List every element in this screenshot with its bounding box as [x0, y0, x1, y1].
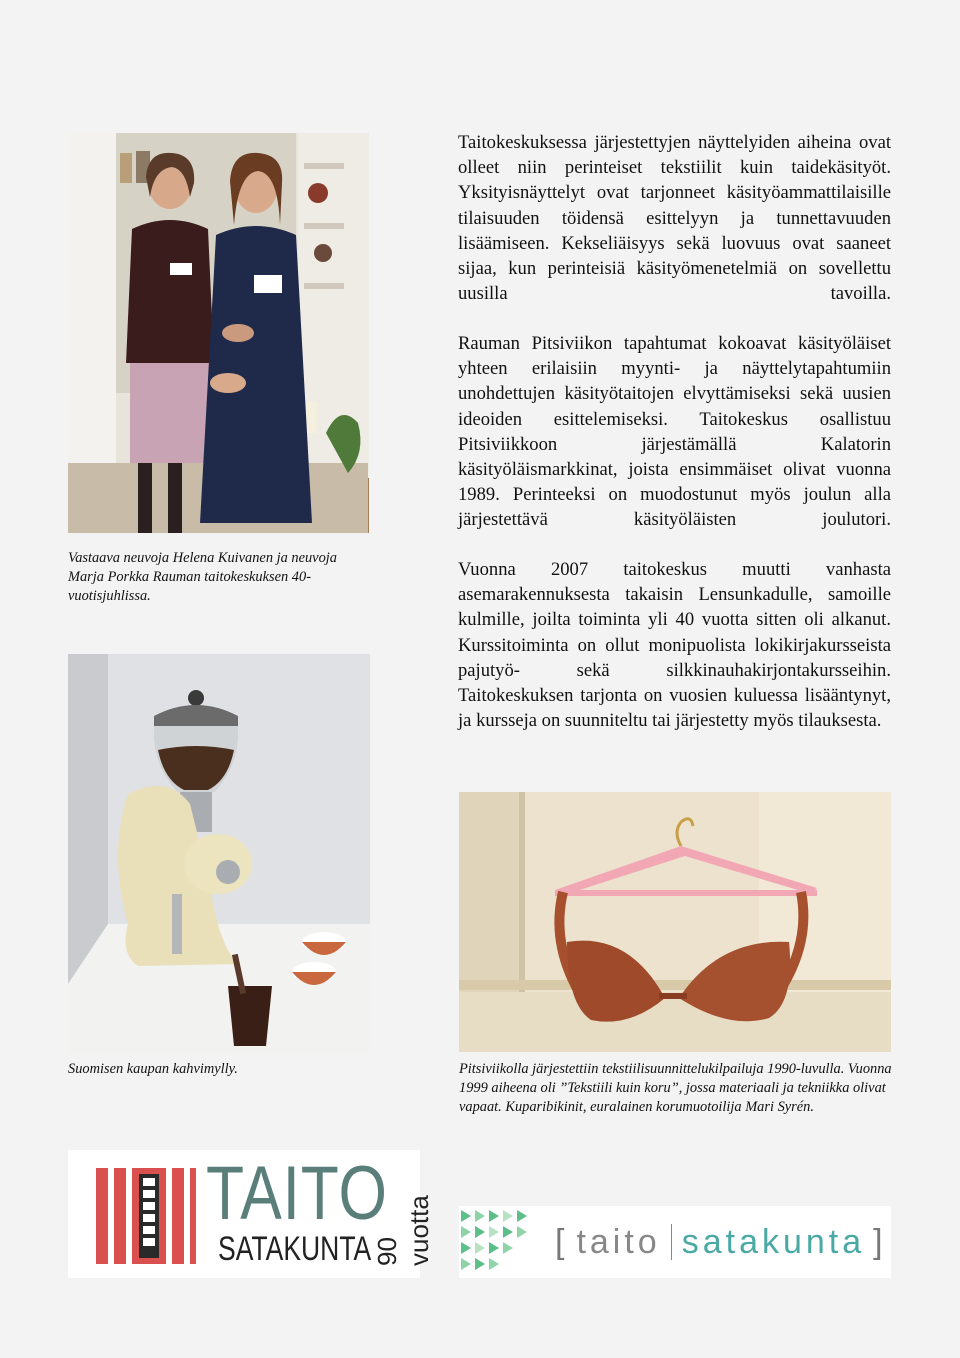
caption-bikini: Pitsiviikolla järjestettiin tekstiilisuunnittelukilpailuja 1990-luvulla. Vuonna 1999 aiheena oli ”Tekstiili kuin koru”, jossa materiaali ja tekniikka olivat vapaat. Kuparibikinit, euralainen korumuotoilija Mari Syrén.	[459, 1061, 892, 1115]
paragraph-exhibitions: Taitokeskuksessa järjestettyjen näyttelyiden aiheina ovat olleet niin perinteiset tekstiilit kuin taidekäsityöt. Yksityisnäyttelyt ovat tarjonneet käsityöammattilaisille tilaisuuden töidensä esittelyyn ja tunnettavuuden lisäämiseen. Kekseliäisyys sekä luovuus ovat saaneet sijaa, kun perinteisiä käsityömenetelmiä on sovellettu uusilla tavoilla.	[458, 132, 891, 305]
logo-90-word2: SATAKUNTA	[218, 1230, 372, 1268]
brand-word2: satakunta	[681, 1222, 866, 1261]
paragraph-lace-week: Rauman Pitsiviikon tapahtumat kokoavat käsityöläiset yhteen erilaisiin myynti- ja näyttelytapahtumiin unohdettujen käsityötaitojen elvyttämiseksi sekä uusien ideoiden esittelemiseksi. Taitokeskus osallistuu Pitsiviikkoon järjestämällä Kalatorin käsityöläismarkkinat, joista ensimmäiset olivat vuonna 1989. Perinteeksi on muodostunut myös joulun alla järjestettävä käsityöläisten joulutori.	[458, 333, 891, 531]
caption-coffee-mill: Suomisen kaupan kahvimylly.	[68, 1061, 238, 1077]
bracket-close: ]	[873, 1222, 887, 1261]
logo-taito-satakunta-brand	[459, 1206, 891, 1278]
brand-word1: taito	[576, 1222, 661, 1261]
logo-taito-satakunta-90	[68, 1150, 434, 1278]
brand-wordmark	[555, 1218, 887, 1266]
brand-divider	[671, 1224, 672, 1260]
paragraph-relocation: Vuonna 2007 taitokeskus muutti vanhasta asemarakennuksesta takaisin Lensunkadulle, samoille kulmille, joilta toiminta yli 40 vuotta sitten oli alkanut. Kurssitoiminta on ollut monipuolista lokikirjakursseista pajutyö- sekä silkkinauhakirjontakursseihin. Taitokeskuksen tarjonta on vuosien kuluessa lisääntynyt, ja kursseja on suunniteltu tai järjestetty myös tilauksesta.	[458, 559, 891, 732]
logo-90-badge: 90 vuotta	[372, 1195, 434, 1266]
triangle-pattern-icon	[459, 1206, 535, 1278]
logo-90-badge-wrap	[371, 1166, 434, 1266]
caption-advisors: Vastaava neuvoja Helena Kuivanen ja neuvoja Marja Porkka Rauman taitokeskuksen 40-vuotisjuhlissa.	[68, 550, 337, 604]
photo-advisors	[68, 133, 369, 533]
photo-coffee-mill	[68, 654, 370, 1054]
bracket-open: [	[555, 1222, 569, 1261]
logo-90-word1: TAITO	[206, 1151, 388, 1236]
photo-copper-bikini	[459, 792, 891, 1052]
